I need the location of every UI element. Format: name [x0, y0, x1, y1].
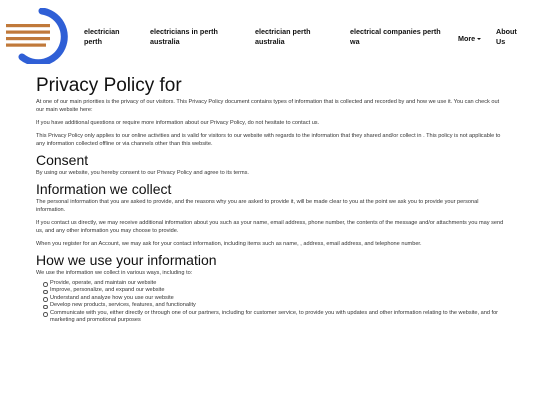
main-nav	[84, 27, 540, 51]
nav-more-label: More	[458, 34, 476, 43]
nav-item-electrical-companies-perth-wa[interactable]	[350, 27, 441, 46]
nav-label: perth	[84, 36, 102, 46]
consent-heading: Consent	[36, 152, 89, 168]
nav-label: wa	[350, 36, 360, 46]
list-item: Communicate with you, either directly or through one of our partners, including for customer service, to provide you with updates and other information relating to the website, and for marketing and promotional purposes	[43, 310, 506, 325]
brand-logo-icon[interactable]	[6, 8, 68, 64]
intro-paragraph: At one of our main priorities is the privacy of our visitors. This Privacy Policy document contains types of information that is collected and recorded by and how we use it. You can check out our main website here:	[36, 99, 500, 113]
list-item: Improve, personalize, and expand our website	[43, 287, 506, 294]
privacy-content	[36, 76, 506, 324]
consent-paragraph: By using our website, you hereby consent to our Privacy Policy and agree to its terms.	[36, 170, 249, 176]
collect-heading: Information we collect	[36, 181, 172, 197]
page-title: Privacy Policy for	[36, 75, 182, 96]
nav-item-about-us[interactable]	[496, 27, 517, 46]
list-item: Provide, operate, and maintain our website	[43, 280, 506, 287]
use-heading: How we use your information	[36, 252, 217, 268]
collect-paragraph: When you register for an Account, we may ask for your contact information, including items such as name, , address, email address, and telephone number.	[36, 241, 422, 247]
nav-item-electrician-perth-australia[interactable]	[255, 27, 311, 46]
nav-more-dropdown[interactable]	[458, 34, 481, 43]
intro-paragraph: This Privacy Policy only applies to our online activities and is valid for visitors to our website with regards to the information that they shared and/or collect in . This policy is not applicable to any information collected offline or via channels other than this website.	[36, 133, 501, 147]
nav-label: About	[496, 27, 517, 36]
nav-label: electrical companies perth	[350, 27, 441, 36]
use-paragraph: We use the information we collect in various ways, including to:	[36, 270, 193, 276]
caret-down-icon	[477, 38, 481, 40]
nav-label: australia	[150, 36, 180, 46]
site-header	[0, 0, 540, 70]
nav-label: electrician	[84, 27, 120, 36]
nav-label: electrician perth	[255, 27, 311, 36]
collect-paragraph: The personal information that you are asked to provide, and the reasons why you are asked to provide it, will be made clear to you at the point we ask you to provide your personal information.	[36, 199, 479, 213]
nav-label: Us	[496, 36, 506, 46]
collect-paragraph: If you contact us directly, we may receive additional information about you such as your name, email address, phone number, the contents of the message and/or attachments you may send us, and any other information you may choose to provide.	[36, 220, 504, 234]
list-item: Develop new products, services, features, and functionality	[43, 302, 506, 309]
list-item: Understand and analyze how you use our website	[43, 295, 506, 302]
nav-item-electricians-in-perth-australia[interactable]	[150, 27, 218, 46]
nav-item-electrician-perth[interactable]	[84, 27, 120, 46]
use-list	[43, 280, 506, 324]
nav-label: electricians in perth	[150, 27, 218, 36]
nav-label: australia	[255, 36, 285, 46]
intro-paragraph: If you have additional questions or require more information about our Privacy Policy, do not hesitate to contact us.	[36, 120, 320, 126]
